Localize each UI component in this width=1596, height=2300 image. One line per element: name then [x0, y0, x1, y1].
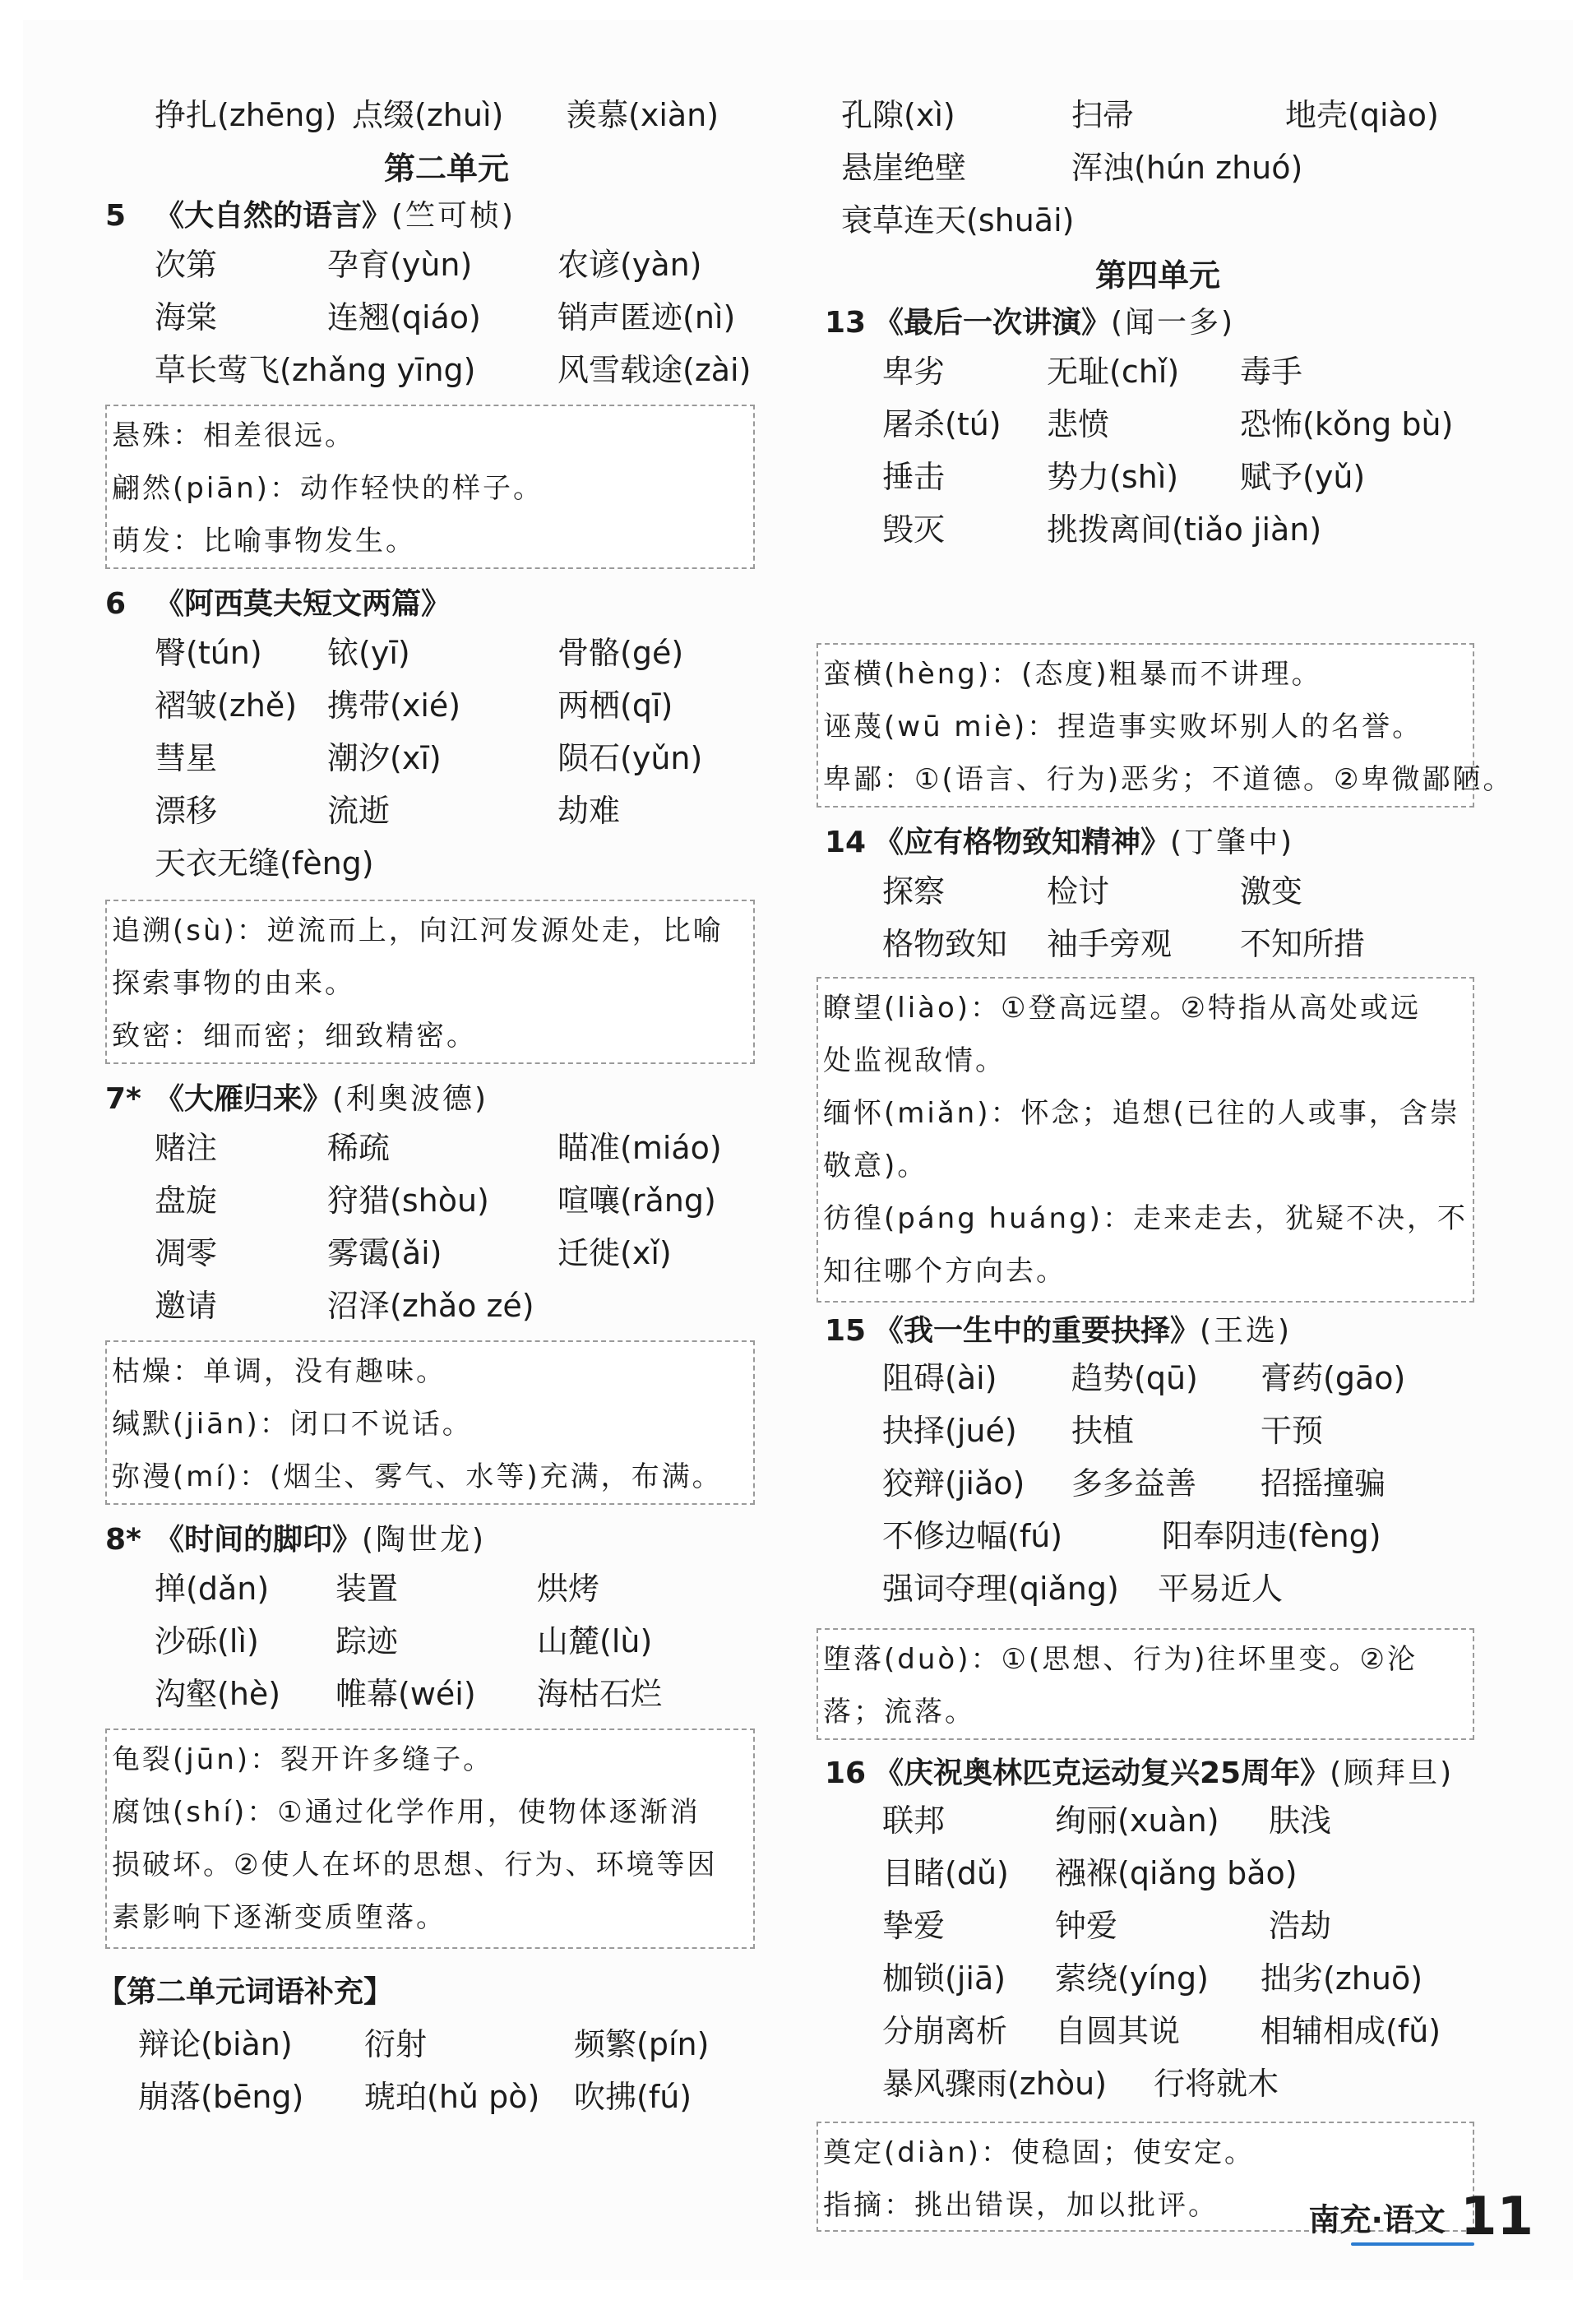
definition: 损破坏。②使人在坏的思想、行为、环境等因 [112, 1849, 718, 1881]
definition: 萌发：比喻事物发生。 [112, 525, 416, 558]
word-item: 绚丽(xuàn) [1055, 1803, 1219, 1839]
lesson-title: 《最后一次讲演》 [874, 306, 1112, 340]
word-item: 悲愤 [1047, 406, 1110, 442]
word-item: 抉择(jué) [882, 1413, 1017, 1449]
word-item: 袖手旁观 [1047, 926, 1173, 962]
definition: 卑鄙：①(语言、行为)恶劣；不道德。②卑微鄙陋。 [823, 763, 1514, 796]
definition: 知往哪个方向去。 [823, 1255, 1066, 1288]
word-item: 地壳(qiào) [1285, 97, 1439, 133]
word-item: 毒手 [1240, 354, 1303, 390]
word-item: 雾霭(ǎi) [327, 1235, 442, 1271]
lesson-heading [105, 1076, 488, 1118]
word-item: 风雪载途(zài) [557, 352, 752, 388]
lesson-title: 《应有格物致知精神》 [874, 826, 1171, 859]
word-item: 捶击 [882, 459, 946, 495]
word-item: 行将就木 [1154, 2066, 1279, 2102]
word-item: 连翘(qiáo) [327, 299, 481, 336]
word-item: 孔隙(xì) [841, 97, 955, 133]
word-item: 浩劫 [1269, 1908, 1332, 1944]
word-item: 迁徙(xǐ) [557, 1235, 672, 1271]
word-item: 格物致知 [882, 926, 1008, 962]
word-item: 沼泽(zhǎo zé) [327, 1288, 534, 1324]
word-item: 挚爱 [882, 1908, 946, 1944]
word-item: 招摇撞骗 [1261, 1465, 1386, 1502]
word-item: 屠杀(tú) [882, 406, 1002, 442]
definition: 腐蚀(shí)：①通过化学作用，使物体逐渐消 [112, 1796, 701, 1829]
word-item: 陨石(yǔn) [557, 740, 703, 776]
word-item: 装置 [335, 1571, 399, 1607]
word-item: 劫难 [557, 793, 621, 829]
word-item: 平易近人 [1158, 1571, 1284, 1607]
definition: 素影响下逐渐变质堕落。 [112, 1901, 446, 1934]
definition-box [105, 405, 755, 569]
definition: 缄默(jiān)：闭口不说话。 [112, 1408, 473, 1441]
word-item: 携带(xié) [327, 687, 461, 724]
word-item: 辩论(biàn) [138, 2026, 293, 2062]
word-item: 干预 [1261, 1413, 1324, 1449]
word-item: 狡辩(jiǎo) [882, 1465, 1025, 1502]
word-item: 邀请 [155, 1288, 218, 1324]
word-item: 销声匿迹(nì) [557, 299, 736, 336]
lesson-number: 6 [105, 587, 127, 621]
word-item: 凋零 [155, 1235, 218, 1271]
word-item: 多多益善 [1071, 1465, 1197, 1502]
word-item: 趋势(qū) [1071, 1360, 1198, 1396]
lesson-number: 5 [105, 199, 127, 233]
lesson-heading [825, 819, 1294, 861]
word-item: 卑劣 [882, 354, 946, 390]
page-number: 11 [1460, 2187, 1534, 2247]
word-item: 扶植 [1071, 1413, 1135, 1449]
word-item: 挣扎(zhēng) [155, 97, 337, 133]
word-item: 沟壑(hè) [155, 1676, 281, 1712]
definition: 敬意)。 [823, 1150, 928, 1182]
word-item: 喧嚷(rǎng) [557, 1182, 716, 1219]
lesson-author: (丁肇中) [1170, 826, 1295, 859]
word-item: 无耻(chǐ) [1047, 354, 1180, 390]
word-item: 联邦 [882, 1803, 946, 1839]
word-item: 臀(tún) [155, 635, 262, 671]
unit-heading: 第四单元 [1094, 257, 1220, 294]
definition-box [105, 1728, 755, 1949]
definition: 缅怀(miǎn)：怀念；追想(已往的人或事，含崇 [823, 1097, 1460, 1130]
definition: 枯燥：单调，没有趣味。 [112, 1355, 446, 1388]
word-item: 两栖(qī) [557, 687, 673, 724]
word-item: 山麓(lù) [537, 1623, 653, 1659]
word-item: 激变 [1240, 873, 1303, 909]
word-item: 衍射 [364, 2026, 428, 2062]
word-item: 盘旋 [155, 1182, 218, 1219]
definition: 指摘：挑出错误，加以批评。 [823, 2189, 1219, 2222]
word-item: 崩落(bēng) [138, 2079, 304, 2115]
definition: 探索事物的由来。 [112, 967, 355, 1000]
word-item: 琥珀(hǔ pò) [364, 2079, 540, 2115]
definition: 龟裂(jūn)：裂开许多缝子。 [112, 1743, 494, 1776]
word-item: 扫帚 [1071, 97, 1135, 133]
definition: 彷徨(páng huáng)：走来走去，犹疑不决，不 [823, 1202, 1468, 1235]
word-item: 农谚(yàn) [557, 247, 702, 283]
definition: 悬殊：相差很远。 [112, 419, 355, 452]
lesson-heading [825, 1750, 1454, 1792]
definition: 致密：细而密；细致精密。 [112, 1020, 477, 1053]
word-item: 踪迹 [335, 1623, 399, 1659]
word-item: 海枯石烂 [537, 1676, 663, 1712]
definition: 奠定(diàn)：使稳固；使安定。 [823, 2136, 1255, 2169]
lesson-number: 15 [825, 1314, 867, 1348]
lesson-title: 《我一生中的重要抉择》 [874, 1314, 1200, 1348]
word-item: 点缀(zhuì) [352, 97, 504, 133]
word-item: 烘烤 [537, 1571, 600, 1607]
definition: 弥漫(mí)：(烟尘、雾气、水等)充满，布满。 [112, 1460, 723, 1493]
lesson-author: (陶世龙) [362, 1523, 487, 1557]
word-item: 阻碍(ài) [882, 1360, 997, 1396]
word-item: 彗星 [155, 740, 218, 776]
word-item: 帷幕(wéi) [335, 1676, 476, 1712]
word-item: 狩猎(shòu) [327, 1182, 489, 1219]
definition: 瞭望(liào)：①登高远望。②特指从高处或远 [823, 992, 1422, 1025]
word-item: 恐怖(kǒng bù) [1240, 406, 1454, 442]
word-item: 浑浊(hún zhuó) [1071, 150, 1303, 186]
word-item: 膏药(gāo) [1261, 1360, 1406, 1396]
definition-box [817, 643, 1514, 808]
word-item: 枷锁(jiā) [882, 1960, 1006, 1997]
lesson-heading [825, 299, 1235, 341]
word-item: 不修边幅(fú) [882, 1518, 1063, 1554]
word-item: 天衣无缝(fèng) [155, 845, 374, 882]
lesson-author: (闻一多) [1111, 306, 1236, 340]
lesson-number: 7* [105, 1082, 141, 1116]
word-item: 孕育(yùn) [327, 247, 473, 283]
word-item: 探察 [882, 873, 946, 909]
word-item: 不知所措 [1240, 926, 1366, 962]
lesson-number: 13 [825, 306, 867, 340]
word-item: 骨骼(gé) [557, 635, 684, 671]
lesson-author: (竺可桢) [391, 199, 516, 233]
word-item: 暴风骤雨(zhòu) [882, 2066, 1108, 2102]
word-item: 阳奉阴违(fèng) [1162, 1518, 1381, 1554]
supplement-heading: 【第二单元词语补充】 [97, 1975, 394, 2009]
word-item: 目睹(dǔ) [882, 1855, 1009, 1891]
word-item: 检讨 [1047, 873, 1110, 909]
lesson-heading [825, 1307, 1292, 1349]
word-item: 稀疏 [327, 1130, 391, 1166]
lesson-number: 8* [105, 1523, 141, 1557]
lesson-number: 14 [825, 826, 867, 859]
word-item: 流逝 [327, 793, 391, 829]
word-item: 分崩离析 [882, 2013, 1008, 2049]
word-item: 瞄准(miáo) [557, 1130, 722, 1166]
definition: 处监视敌情。 [823, 1044, 1006, 1077]
lesson-title: 《大雁归来》 [155, 1082, 333, 1116]
lesson-author: (王选) [1200, 1314, 1293, 1348]
word-item: 漂移 [155, 793, 218, 829]
word-item: 相辅相成(fǔ) [1261, 2013, 1441, 2049]
word-item: 钟爱 [1055, 1908, 1118, 1944]
word-item: 铱(yī) [327, 635, 410, 671]
lesson-author: (利奥波德) [332, 1082, 489, 1116]
word-item: 沙砾(lì) [155, 1623, 259, 1659]
word-item: 襁褓(qiǎng bǎo) [1055, 1855, 1298, 1891]
word-item: 衰草连天(shuāi) [841, 202, 1075, 238]
word-item: 势力(shì) [1047, 459, 1179, 495]
word-item: 褶皱(zhě) [155, 687, 298, 724]
lesson-number: 16 [825, 1756, 867, 1790]
word-item: 赋予(yǔ) [1240, 459, 1366, 495]
word-item: 频繁(pín) [574, 2026, 710, 2062]
definition: 落；流落。 [823, 1696, 975, 1728]
word-item: 强词夺理(qiǎng) [882, 1571, 1119, 1607]
word-item: 次第 [155, 247, 218, 283]
lesson-heading [105, 581, 451, 622]
word-item: 掸(dǎn) [155, 1571, 270, 1607]
lesson-title: 《大自然的语言》 [155, 199, 392, 233]
definition-box [105, 900, 755, 1064]
lesson-heading [105, 1516, 486, 1558]
word-item: 草长莺飞(zhǎng yīng) [155, 352, 476, 388]
definition: 追溯(sù)：逆流而上，向江河发源处走，比喻 [112, 914, 724, 947]
word-item: 悬崖绝壁 [841, 150, 967, 186]
footer-subject: 南充·语文 [1308, 2201, 1446, 2238]
definition: 蛮横(hèng)：(态度)粗暴而不讲理。 [823, 658, 1322, 691]
page-footer [1309, 2187, 1534, 2247]
definition-box [817, 977, 1474, 1303]
definition: 诬蔑(wū miè)：捏造事实败坏别人的名誉。 [823, 710, 1423, 743]
word-item: 肤浅 [1269, 1803, 1332, 1839]
workbook-page [23, 20, 1573, 2280]
unit-heading: 第二单元 [383, 150, 509, 187]
word-item: 拙劣(zhuō) [1261, 1960, 1423, 1997]
word-item: 海棠 [155, 299, 218, 336]
definition: 翩然(piān)：动作轻快的样子。 [112, 472, 544, 505]
lesson-title: 《时间的脚印》 [155, 1523, 363, 1557]
definition-box [817, 1628, 1474, 1740]
word-item: 潮汐(xī) [327, 740, 442, 776]
lesson-author: (顾拜旦) [1330, 1756, 1455, 1790]
word-item: 吹拂(fú) [574, 2079, 692, 2115]
lesson-title: 《阿西莫夫短文两篇》 [155, 587, 451, 621]
word-item: 羡慕(xiàn) [566, 97, 719, 133]
lesson-heading [105, 192, 516, 234]
word-item: 毁灭 [882, 511, 946, 548]
word-item: 自圆其说 [1055, 2013, 1181, 2049]
word-item: 萦绕(yíng) [1055, 1960, 1209, 1997]
definition: 堕落(duò)：①(思想、行为)往坏里变。②沦 [823, 1643, 1418, 1676]
lesson-title: 《庆祝奥林匹克运动复兴25周年》 [874, 1756, 1330, 1790]
word-item: 赌注 [155, 1130, 218, 1166]
word-item: 挑拨离间(tiǎo jiàn) [1047, 511, 1322, 548]
definition-box [105, 1340, 755, 1505]
